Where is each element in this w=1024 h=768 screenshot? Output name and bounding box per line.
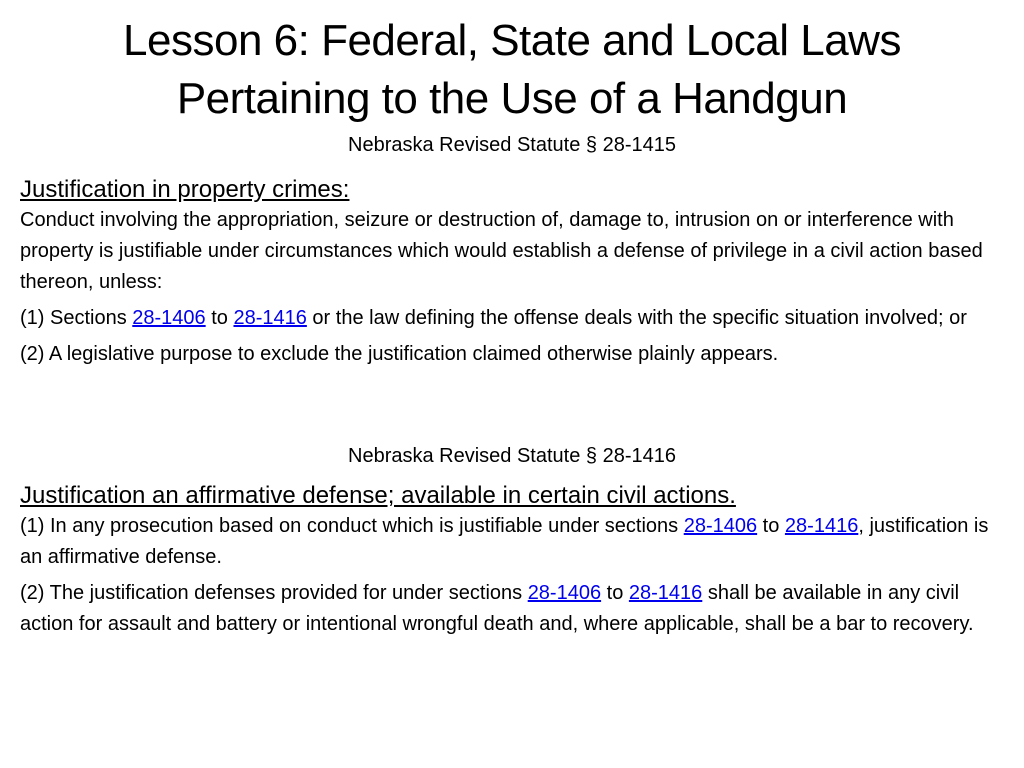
statute-1-subtitle: Nebraska Revised Statute § 28-1415: [348, 134, 676, 156]
statute-2-item-1-prefix: (1) In any prosecution based on conduct which is justifiable under sections: [20, 515, 684, 537]
statute-2-item-1-mid: to: [757, 515, 785, 537]
statute-1-item-1-suffix: or the law defining the offense deals with the specific situation involved; or: [306, 307, 967, 329]
statute-2-item-2: [20, 578, 1000, 640]
slide-title: [40, 12, 984, 128]
statute-2-subtitle: Nebraska Revised Statute § 28-1416: [348, 445, 676, 467]
statute-2-section: [20, 481, 1000, 640]
statute-1-item-1-prefix: (1) Sections: [20, 307, 133, 329]
statute-2-item-2-prefix: (2) The justification defenses provided for under sections: [20, 582, 528, 604]
link-28-1416[interactable]: 28-1416: [784, 515, 859, 537]
statute-1-item-2: (2) A legislative purpose to exclude the justification claimed otherwise plainly appears.: [20, 343, 779, 365]
link-28-1406[interactable]: 28-1406: [132, 307, 206, 329]
statute-1-heading: Justification in property crimes:: [20, 176, 350, 203]
statute-2-item-1: [20, 511, 1000, 573]
link-28-1406[interactable]: 28-1406: [527, 582, 602, 604]
title-line-1: Lesson 6: Federal, State and Local Laws: [123, 16, 901, 65]
statute-1-item-1-mid: to: [205, 307, 234, 329]
statute-2-heading: Justification an affirmative defense; available in certain civil actions.: [20, 482, 736, 509]
link-28-1416[interactable]: 28-1416: [628, 582, 703, 604]
link-28-1406[interactable]: 28-1406: [683, 515, 758, 537]
statute-2-item-2-mid: to: [601, 582, 629, 604]
link-28-1416[interactable]: 28-1416: [233, 307, 307, 329]
title-line-2: Pertaining to the Use of a Handgun: [176, 74, 848, 123]
statute-1-intro: Conduct involving the appropriation, seizure or destruction of, damage to, intrusion on or interference with property is justifiable under circumstances which would establish a defense of privilege in a civil action based thereon, unless:: [20, 209, 983, 293]
statute-1-section: [20, 175, 1000, 370]
statute-2-item-2-suffix: shall be available in any civil action for assault and battery or intentional wrongful death and, where applicable, shall be a bar to recovery.: [20, 582, 974, 635]
statute-1-item-1: [20, 303, 1000, 334]
statute-2-item-1-suffix: , justification is an affirmative defense.: [20, 515, 989, 568]
